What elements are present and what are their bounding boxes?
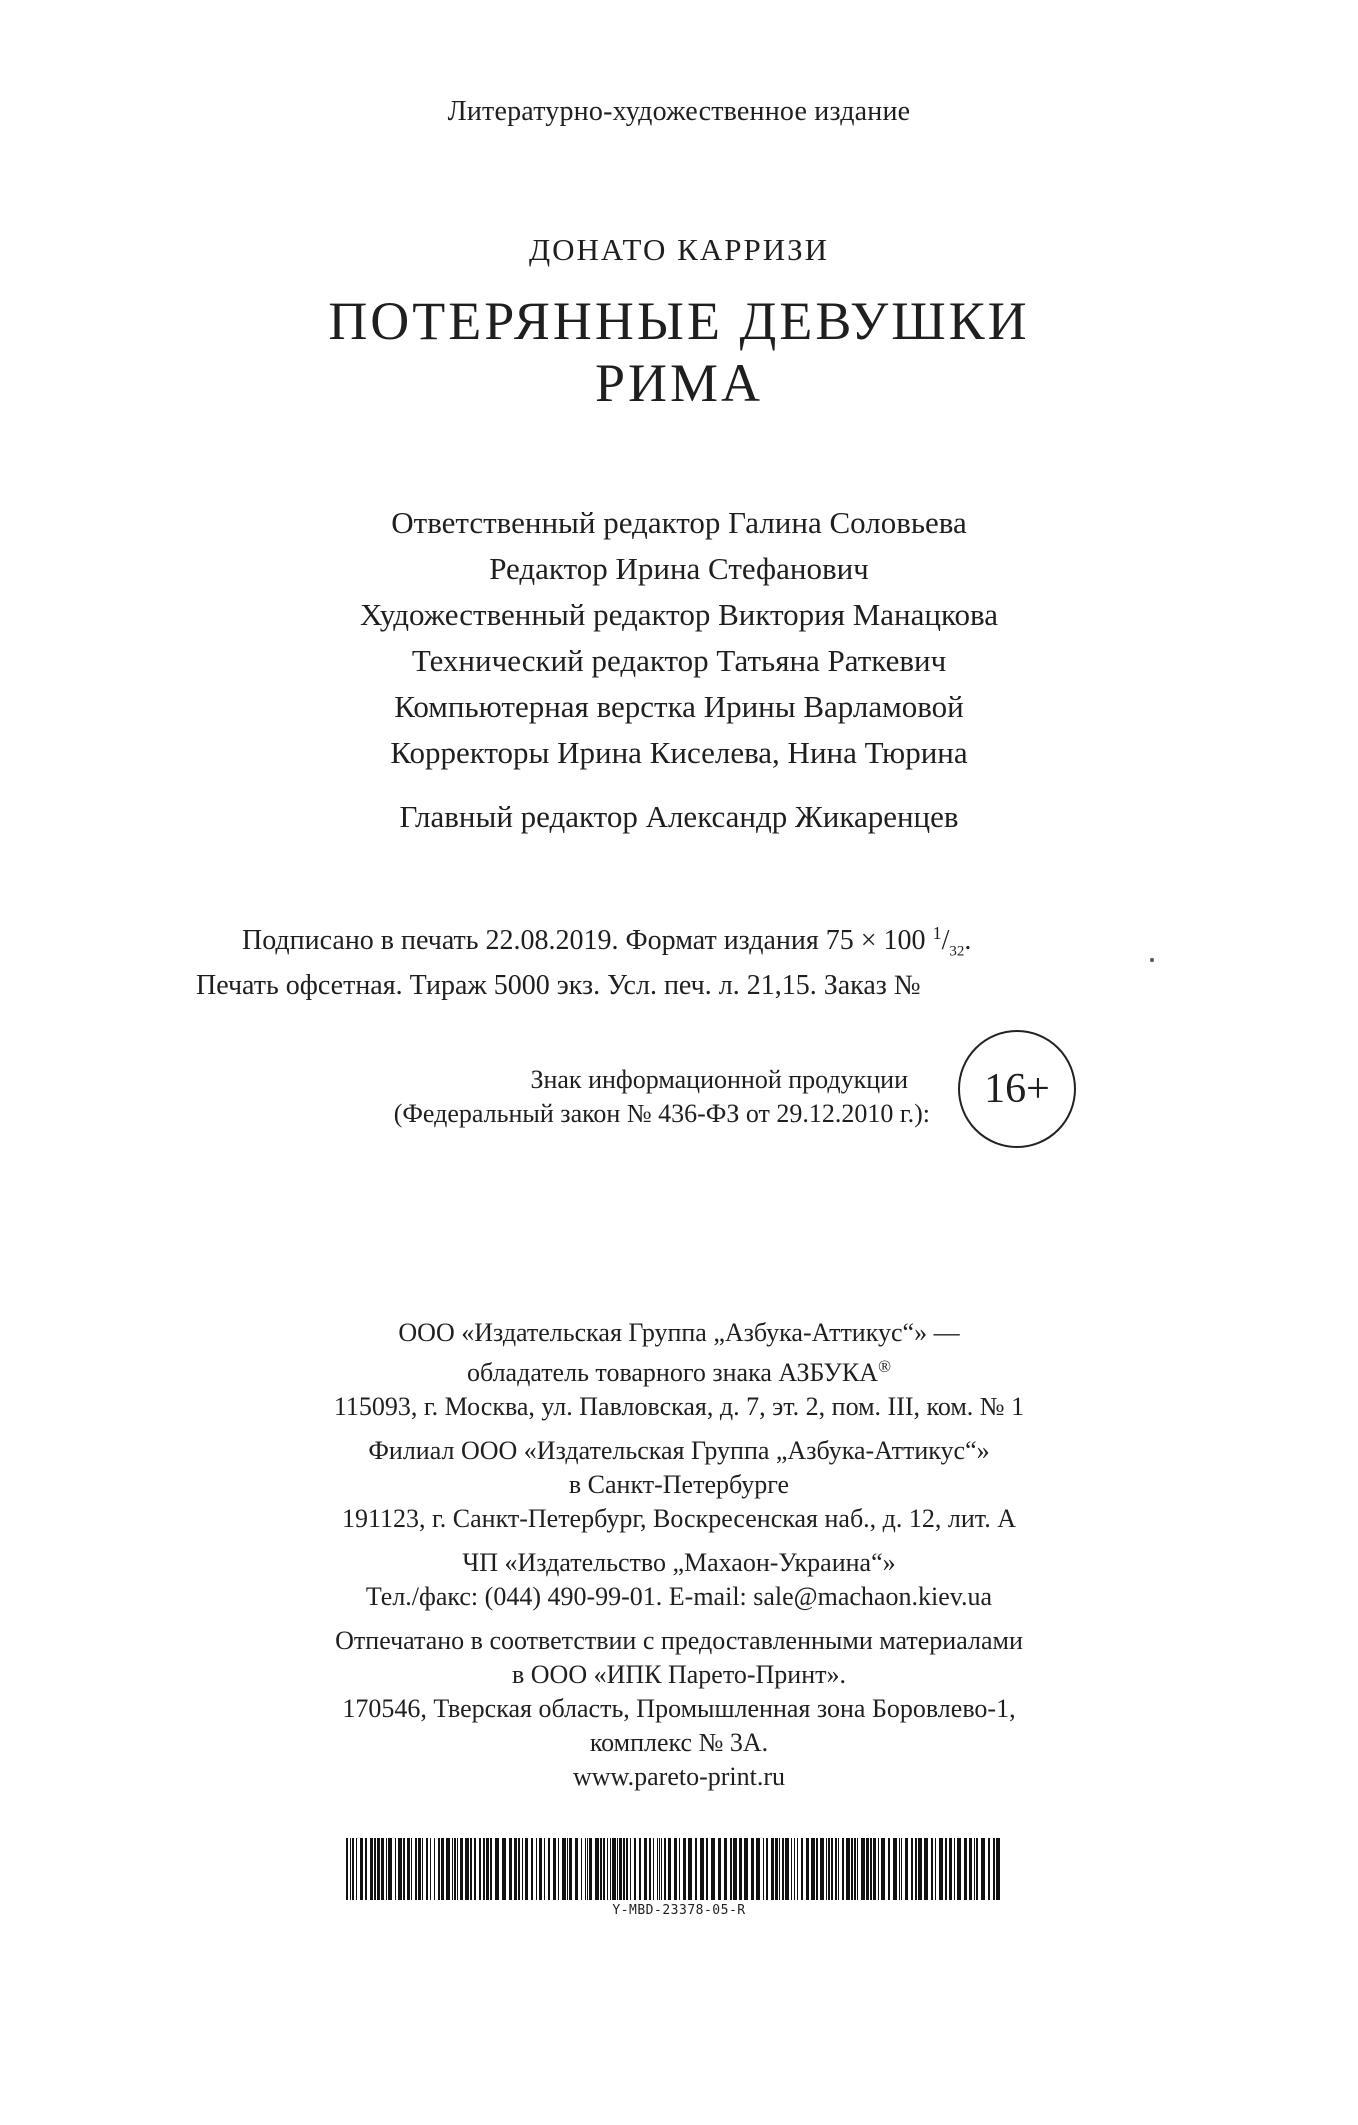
barcode-bar	[711, 1838, 715, 1900]
barcode-bar	[838, 1838, 839, 1900]
barcode-bar	[683, 1838, 686, 1900]
barcode-bar	[881, 1838, 885, 1900]
barcode-bar	[626, 1838, 628, 1900]
printer-website-link[interactable]: www.pareto-print.ru	[572, 1762, 786, 1791]
barcode-bar	[446, 1838, 450, 1900]
barcode-bar	[567, 1838, 568, 1900]
barcode-bar	[630, 1838, 631, 1900]
barcode-bar	[964, 1838, 967, 1900]
barcode-bar	[470, 1838, 472, 1900]
barcode-bar	[996, 1838, 1000, 1900]
age-rating-label: Знак информационной продукции (Федеральный закон № 436-ФЗ от 29.12.2010 г.):	[393, 1065, 930, 1128]
barcode-bar	[661, 1838, 662, 1900]
barcode-bar	[851, 1838, 853, 1900]
barcode-bar	[634, 1838, 636, 1900]
barcode-bar	[350, 1838, 351, 1900]
barcode-bar	[370, 1838, 373, 1900]
barcode-bar	[411, 1838, 412, 1900]
barcode-bar	[668, 1838, 671, 1900]
barcode-bar	[939, 1838, 943, 1900]
barcode-bar	[724, 1838, 727, 1900]
barcode-bar	[558, 1838, 559, 1900]
barcode-bar	[415, 1838, 417, 1900]
barcode-bar	[479, 1838, 481, 1900]
barcode-bar	[474, 1838, 476, 1900]
barcode-bar	[730, 1838, 732, 1900]
barcode-bar	[575, 1838, 578, 1900]
credit-line: Технический редактор Татьяна Раткевич	[411, 643, 947, 678]
barcode-bar	[664, 1838, 666, 1900]
barcode-bar	[457, 1838, 458, 1900]
barcode-bar	[486, 1838, 489, 1900]
barcode-bar	[969, 1838, 972, 1900]
barcode-bar	[931, 1838, 933, 1900]
stray-dot	[1150, 958, 1154, 962]
barcode-bar	[779, 1838, 780, 1900]
barcode-bar	[744, 1838, 748, 1900]
barcode-bar	[544, 1838, 545, 1900]
barcode-bar	[490, 1838, 492, 1900]
barcode	[346, 1838, 1006, 1900]
barcode-bar	[374, 1838, 376, 1900]
credit-line: Художественный редактор Виктория Манацкова	[360, 597, 998, 632]
barcode-bar	[700, 1838, 704, 1900]
book-title	[0, 290, 1358, 414]
barcode-bar	[589, 1838, 592, 1900]
barcode-bar	[756, 1838, 760, 1900]
barcode-bar	[441, 1838, 444, 1900]
barcode-bar	[820, 1838, 824, 1900]
barcode-bar	[649, 1838, 651, 1900]
barcode-bar	[388, 1838, 392, 1900]
barcode-bar	[801, 1838, 803, 1900]
barcode-bar	[600, 1838, 602, 1900]
barcode-bar	[607, 1838, 608, 1900]
barcode-bar	[531, 1838, 533, 1900]
author-name: ДОНАТО КАРРИЗИ	[528, 232, 830, 267]
barcode-bar	[434, 1838, 435, 1900]
barcode-bar	[857, 1838, 858, 1900]
barcode-bar	[816, 1838, 818, 1900]
barcode-bar	[644, 1838, 647, 1900]
barcode-bar	[454, 1838, 456, 1900]
barcode-bar	[873, 1838, 876, 1900]
barcode-bar	[988, 1838, 990, 1900]
barcode-bar	[679, 1838, 680, 1900]
edition-type: Литературно-художественное издание	[447, 96, 911, 127]
barcode-bar	[861, 1838, 865, 1900]
barcode-bar	[878, 1838, 879, 1900]
barcode-bar	[751, 1838, 754, 1900]
barcode-bar	[828, 1838, 830, 1900]
barcode-bar	[976, 1838, 978, 1900]
barcode-bar	[483, 1838, 485, 1900]
barcode-bar	[395, 1838, 396, 1900]
barcode-bar	[525, 1838, 528, 1900]
barcode-bar	[888, 1838, 890, 1900]
credit-line: Корректоры Ирина Киселева, Нина Тюрина	[390, 735, 968, 770]
barcode-bar	[791, 1838, 792, 1900]
credits-list	[0, 500, 1358, 840]
barcode-bar	[386, 1838, 387, 1900]
barcode-bar	[460, 1838, 463, 1900]
barcode-bar	[981, 1838, 985, 1900]
barcode-bar	[587, 1838, 588, 1900]
barcode-bar	[785, 1838, 789, 1900]
barcode-bar	[993, 1838, 995, 1900]
barcode-bar	[619, 1838, 622, 1900]
credit-line: Компьютерная верстка Ирины Варламовой	[394, 689, 964, 724]
barcode-bar	[831, 1838, 833, 1900]
barcode-bar	[381, 1838, 384, 1900]
barcode-bar	[465, 1838, 469, 1900]
barcode-bar	[657, 1838, 658, 1900]
barcode-bar	[617, 1838, 618, 1900]
barcode-bar	[905, 1838, 908, 1900]
barcode-bar	[653, 1838, 654, 1900]
book-title-line2: РИМА	[594, 353, 764, 413]
credit-line: Редактор Ирина Стефанович	[489, 551, 869, 586]
barcode-bar	[954, 1838, 955, 1900]
barcode-bar	[522, 1838, 523, 1900]
barcode-bar	[797, 1838, 798, 1900]
barcode-bar	[553, 1838, 556, 1900]
barcode-bar	[739, 1838, 742, 1900]
barcode-bar	[835, 1838, 837, 1900]
age-rating-badge: 16+	[958, 1030, 1076, 1148]
barcode-bar	[610, 1838, 611, 1900]
barcode-bar	[842, 1838, 844, 1900]
barcode-bar	[918, 1838, 922, 1900]
barcode-bar	[585, 1838, 586, 1900]
barcode-bar	[539, 1838, 542, 1900]
barcode-bar	[659, 1838, 660, 1900]
barcode-bar	[733, 1838, 737, 1900]
barcode-bar	[418, 1838, 421, 1900]
barcode-bar	[674, 1838, 677, 1900]
barcode-bar	[893, 1838, 897, 1900]
barcode-bar	[581, 1838, 582, 1900]
barcode-bar	[569, 1838, 572, 1900]
barcode-bar	[514, 1838, 517, 1900]
barcode-bar	[639, 1838, 641, 1900]
barcode-bar	[924, 1838, 928, 1900]
barcode-bar	[403, 1838, 405, 1900]
barcode-bar	[398, 1838, 402, 1900]
barcode-bar	[536, 1838, 537, 1900]
barcode-bar	[548, 1838, 550, 1900]
barcode-bar	[706, 1838, 708, 1900]
barcode-bar	[915, 1838, 917, 1900]
barcode-bar	[612, 1838, 616, 1900]
barcode-bar	[603, 1838, 605, 1900]
barcode-bar	[377, 1838, 380, 1900]
barcode-bar	[718, 1838, 721, 1900]
barcode-bar	[794, 1838, 795, 1900]
barcode-bar	[899, 1838, 900, 1900]
print-info	[196, 916, 1196, 1003]
barcode-bar	[901, 1838, 902, 1900]
barcode-bar	[811, 1838, 815, 1900]
barcode-bar	[495, 1838, 499, 1900]
barcode-bar	[623, 1838, 625, 1900]
barcode-bar	[846, 1838, 850, 1900]
barcode-bar	[438, 1838, 440, 1900]
barcode-bar	[806, 1838, 809, 1900]
chief-editor: Главный редактор Александр Жикаренцев	[399, 799, 959, 834]
barcode-bar	[502, 1838, 506, 1900]
barcode-bar	[911, 1838, 913, 1900]
barcode-bar	[870, 1838, 872, 1900]
barcode-bar	[695, 1838, 697, 1900]
barcode-bar	[782, 1838, 784, 1900]
barcode-bar	[426, 1838, 428, 1900]
barcode-bar	[356, 1838, 357, 1900]
barcode-bar	[866, 1838, 869, 1900]
barcode-bar	[771, 1838, 774, 1900]
barcode-bar	[763, 1838, 764, 1900]
book-title-line1: ПОТЕРЯННЫЕ ДЕВУШКИ	[328, 291, 1030, 351]
barcode-bar	[430, 1838, 431, 1900]
barcode-bar	[452, 1838, 453, 1900]
barcode-bar	[935, 1838, 936, 1900]
barcode-bar	[407, 1838, 410, 1900]
barcode-bar	[766, 1838, 768, 1900]
barcode-bar	[826, 1838, 827, 1900]
barcode-bar	[352, 1838, 354, 1900]
print-info-line2: Печать офсетная. Тираж 5000 экз. Усл. печ. л. 21,15. Заказ №	[196, 969, 921, 1001]
publisher-info: ООО «Издательская Группа „Азбука-Аттикус“» — обладатель товарного знака АЗБУКА® 115093, г. Москва, ул. Павловская, д. 7, эт. 2, пом. III, ком. № 1 Филиал ООО «Издательская Группа „Азбука-Аттикус“» в Санкт-Петербурге 191123, г. Санкт-Петербург, Воскресенская наб., д. 12, лит. А ЧП «Издательство „Махаон-Украина“» Тел./факс: (044) 490-99-01. E-mail: sale@machaon.kiev.ua Отпечатано в соответствии с предоставленными материалами в ООО «ИПК Парето-Принт». 170546, Тверская область, Промышленная зона Боровлево-1, комплекс № 3А. www.pareto-print.ru	[0, 1316, 1358, 1794]
barcode-bar	[957, 1838, 961, 1900]
barcode-bar	[509, 1838, 512, 1900]
barcode-bar	[775, 1838, 778, 1900]
barcode-code: Y-MBD-23378-05-R	[612, 1903, 746, 1918]
barcode-bar	[945, 1838, 947, 1900]
barcode-bar	[562, 1838, 566, 1900]
barcode-bar	[949, 1838, 952, 1900]
print-info-line1: Подписано в печать 22.08.2019. Формат издания 75 × 100 $^1/_{32}$.	[242, 923, 972, 960]
credit-line: Ответственный редактор Галина Соловьева	[391, 505, 967, 540]
barcode-bar	[346, 1838, 348, 1900]
barcode-bar	[974, 1838, 975, 1900]
barcode-bar	[422, 1838, 423, 1900]
barcode-bar	[595, 1838, 599, 1900]
barcode-bar	[688, 1838, 692, 1900]
barcode-bar	[365, 1838, 367, 1900]
barcode-bar	[518, 1838, 520, 1900]
barcode-bar	[854, 1838, 856, 1900]
barcode-bar	[360, 1838, 363, 1900]
